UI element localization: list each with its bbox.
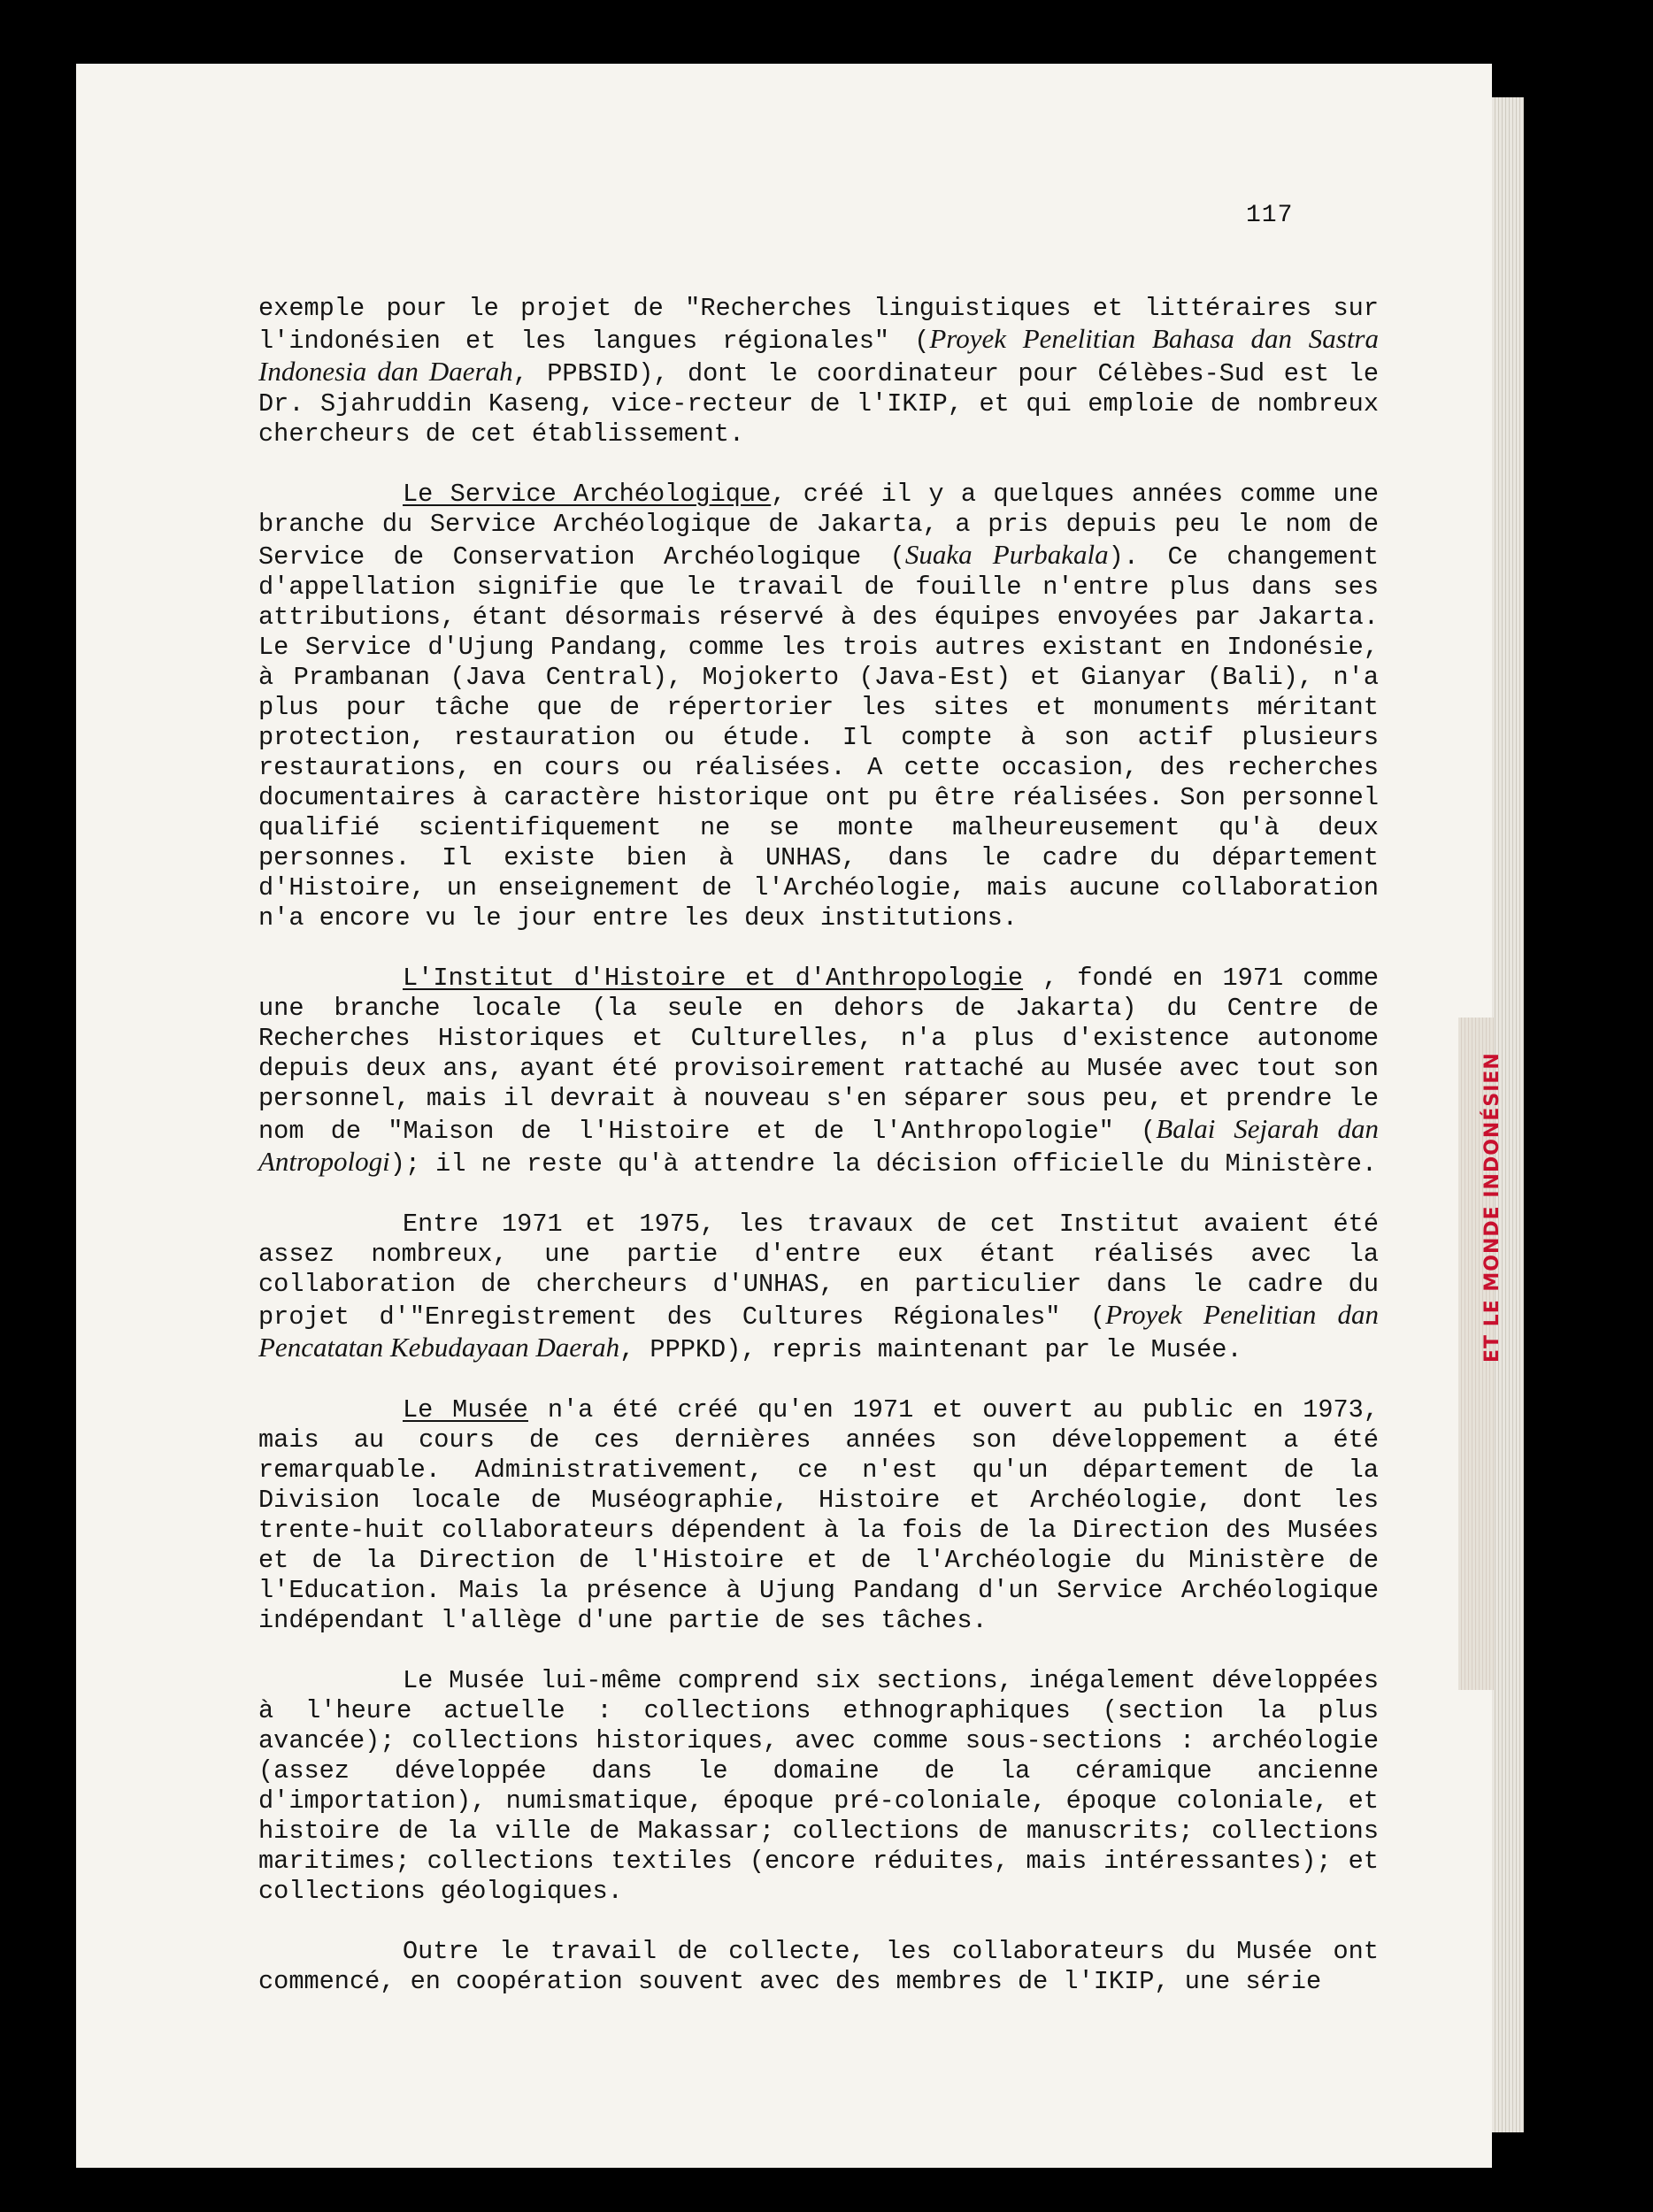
text-run: Le Musée lui-même comprend six sections, inégalement développées à l'heure actuelle : collections ethnographiques (section la plus avancée); collections historiques, avec comme sous-sections : archéologie (assez développée dans le domaine de la céramique ancienne d'importation), numismatique, époque pré-coloniale, époque coloniale, et histoire de la ville de Makassar; collections de manuscrits; collections maritimes; collections textiles (encore réduites, mais intéressantes); et collections géologiques. bbox=[258, 1666, 1379, 1906]
text-run: Outre le travail de collecte, les collaborateurs du Musée ont commencé, en coopération souvent avec des membres de l'IKIP, une série bbox=[258, 1937, 1379, 1996]
section-heading: L'Institut d'Histoire et d'Anthropologie bbox=[403, 964, 1024, 993]
text-run: n'a été créé qu'en 1971 et ouvert au public en 1973, mais au cours de ces dernières années son développement a été remarquable. Administrativement, ce n'est qu'un département de la Division locale de Muséographie, Histoire et Archéologie, dont les trente-huit collaborateurs dépendent à la fois de la Direction des Musées et de la Direction de l'Histoire et de l'Archéologie du Ministère de l'Education. Mais la présence à Ujung Pandang d'un Service Archéologique indépendant l'allège d'une partie de ses tâches. bbox=[258, 1395, 1379, 1635]
text-run: Entre 1971 et 1975, les travaux de cet Institut avaient été assez nombreux, une partie d'entre eux étant réalisés avec la collaboration de chercheurs d'UNHAS, en particulier dans le cadre du projet d'"Enregistrement des Cultures Régionales" ( bbox=[258, 1210, 1379, 1332]
page-number: 117 bbox=[1246, 202, 1294, 229]
text-run: exemple pour le projet de "Recherches linguistiques et littéraires sur l'indonésien et les langues régionales" ( bbox=[258, 294, 1379, 356]
paragraph bbox=[258, 1210, 1379, 1365]
text-run: , PPBSID), dont le coordinateur pour Célèbes-Sud est le Dr. Sjahruddin Kaseng, vice-recteur de l'IKIP, et qui emploie de nombreux chercheurs de cet établissement. bbox=[258, 359, 1379, 449]
paragraph bbox=[258, 1666, 1379, 1907]
edge-section-title: ET LE MONDE INDONÉSIEN bbox=[1481, 1052, 1503, 1363]
text-run: ); il ne reste qu'à attendre la décision officielle du Ministère. bbox=[389, 1149, 1378, 1179]
italic-title: Suaka Purbakala bbox=[904, 539, 1109, 570]
paragraph bbox=[258, 964, 1379, 1179]
italic-title: Balai Sejarah dan Antropologi bbox=[258, 1113, 1379, 1177]
section-heading: Le Service Archéologique bbox=[403, 480, 772, 509]
text-run: , créé il y a quelques années comme une branche du Service Archéologique de Jakarta, a pris depuis peu le nom de Service de Conservation Archéologique ( bbox=[258, 480, 1379, 572]
paragraph bbox=[258, 1937, 1379, 1997]
paragraph bbox=[258, 1395, 1379, 1636]
text-run: ). Ce changement d'appellation signifie que le travail de fouille n'entre plus dans ses attributions, étant désormais réservé à des équipes envoyées par Jakarta. Le Service d'Ujung Pandang, comme les trois autres existant en Indonésie, à Prambanan (Java Central), Mojokerto (Java-Est) et Gianyar (Bali), n'a plus pour tâche que de répertorier les sites et monuments méritant protection, restauration ou étude. Il compte à son actif plusieurs restaurations, en cours ou réalisées. A cette occasion, des recherches documentaires à caractère historique ont pu être réalisées. Son personnel qualifié scientifiquement ne se monte malheureusement qu'à deux personnes. Il existe bien à UNHAS, dans le cadre du département d'Histoire, un enseignement de l'Archéologie, mais aucune collaboration n'a encore vu le jour entre les deux institutions. bbox=[258, 542, 1380, 933]
italic-title: Proyek Penelitian dan Pencatatan Kebudayaan Daerah bbox=[258, 1299, 1379, 1363]
text-run: , fondé en 1971 comme une branche locale (la seule en dehors de Jakarta) du Centre de Recherches Historiques et Culturelles, n'a plus d'existence autonome depuis deux ans, ayant été provisoirement rattaché au Musée avec tout son personnel, mais il devrait à nouveau s'en séparer sous peu, et prendre le nom de "Maison de l'Histoire et de l'Anthropologie" ( bbox=[258, 964, 1379, 1146]
paragraph bbox=[258, 480, 1379, 933]
text-run: , PPPKD), repris maintenant par le Musée. bbox=[619, 1335, 1242, 1364]
paragraph bbox=[258, 294, 1379, 449]
section-heading: Le Musée bbox=[403, 1395, 528, 1425]
body-text bbox=[258, 294, 1379, 1997]
italic-title: Proyek Penelitian Bahasa dan Sastra Indonesia dan Daerah bbox=[258, 323, 1379, 387]
